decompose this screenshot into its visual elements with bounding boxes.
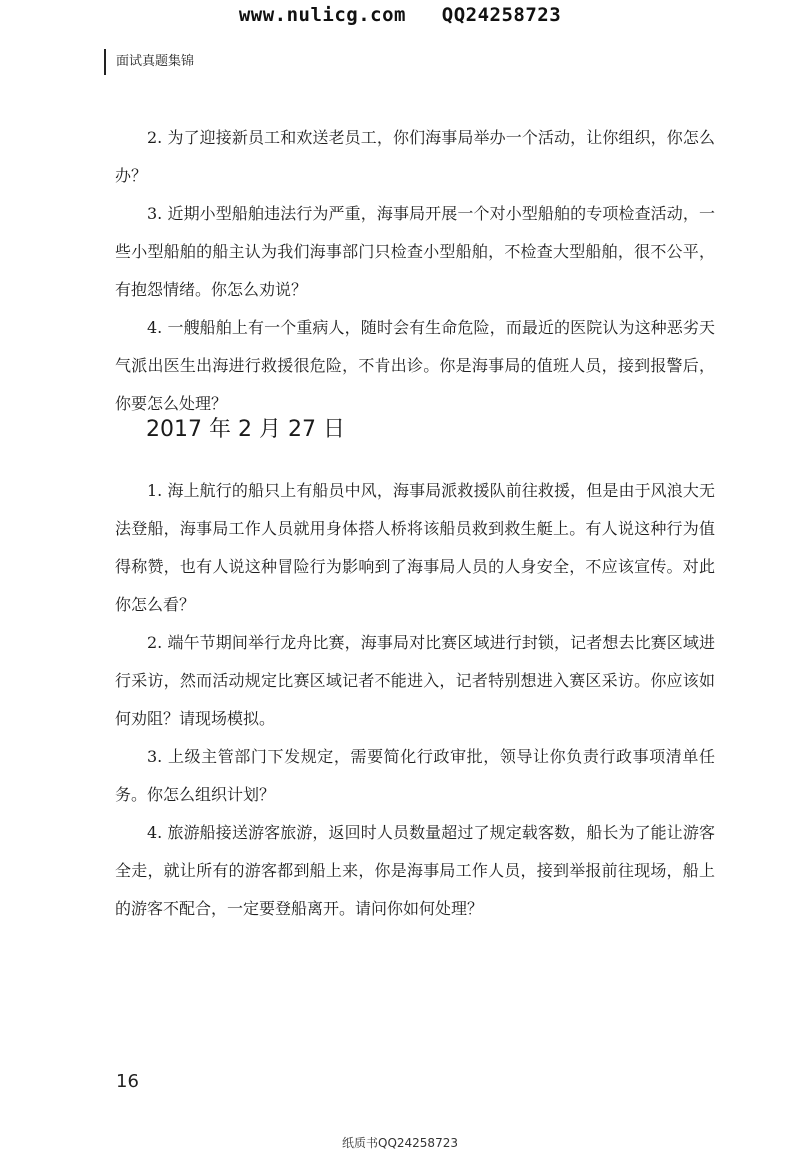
top-watermark: www.nulicg.com QQ24258723 — [238, 4, 562, 26]
question-list-part1 — [115, 119, 715, 423]
question-paragraph: 3. 上级主管部门下发规定，需要简化行政审批，领导让你负责行政事项清单任务。你怎么组织计划？ — [115, 747, 715, 804]
question-paragraph: 3. 近期小型船舶违法行为严重，海事局开展一个对小型船舶的专项检查活动，一些小型船舶的船主认为我们海事部门只检查小型船舶，不检查大型船舶，很不公平，有抱怨情绪。你怎么劝说？ — [115, 204, 715, 299]
section-date-heading: 2017 年 2 月 27 日 — [146, 417, 345, 442]
page-number: 16 — [116, 1071, 139, 1092]
question-paragraph: 4. 旅游船接送游客旅游，返回时人员数量超过了规定载客数，船长为了能让游客全走，就让所有的游客都到船上来，你是海事局工作人员，接到举报前往现场，船上的游客不配合，一定要登船离开。请问你如何处理？ — [115, 823, 715, 918]
question-paragraph: 2. 为了迎接新员工和欢送老员工，你们海事局举办一个活动，让你组织，你怎么办？ — [115, 128, 715, 185]
question-paragraph: 4. 一艘船舶上有一个重病人，随时会有生命危险，而最近的医院认为这种恶劣天气派出医生出海进行救援很危险，不肯出诊。你是海事局的值班人员，接到报警后，你要怎么处理？ — [115, 318, 715, 413]
running-header: 面试真题集锦 — [104, 49, 194, 75]
question-paragraph: 1. 海上航行的船只上有船员中风，海事局派救援队前往救援，但是由于风浪大无法登船，海事局工作人员就用身体搭人桥将该船员救到救生艇上。有人说这种行为值得称赞，也有人说这种冒险行为影响到了海事局人员的人身安全，不应该宣传。对此你怎么看？ — [115, 481, 715, 614]
question-list-part2 — [115, 472, 715, 928]
footer-note: 纸质书QQ24258723 — [342, 1136, 458, 1150]
question-paragraph: 2. 端午节期间举行龙舟比赛，海事局对比赛区域进行封锁，记者想去比赛区域进行采访，然而活动规定比赛区域记者不能进入，记者特别想进入赛区采访。你应该如何劝阻？请现场模拟。 — [115, 633, 715, 728]
